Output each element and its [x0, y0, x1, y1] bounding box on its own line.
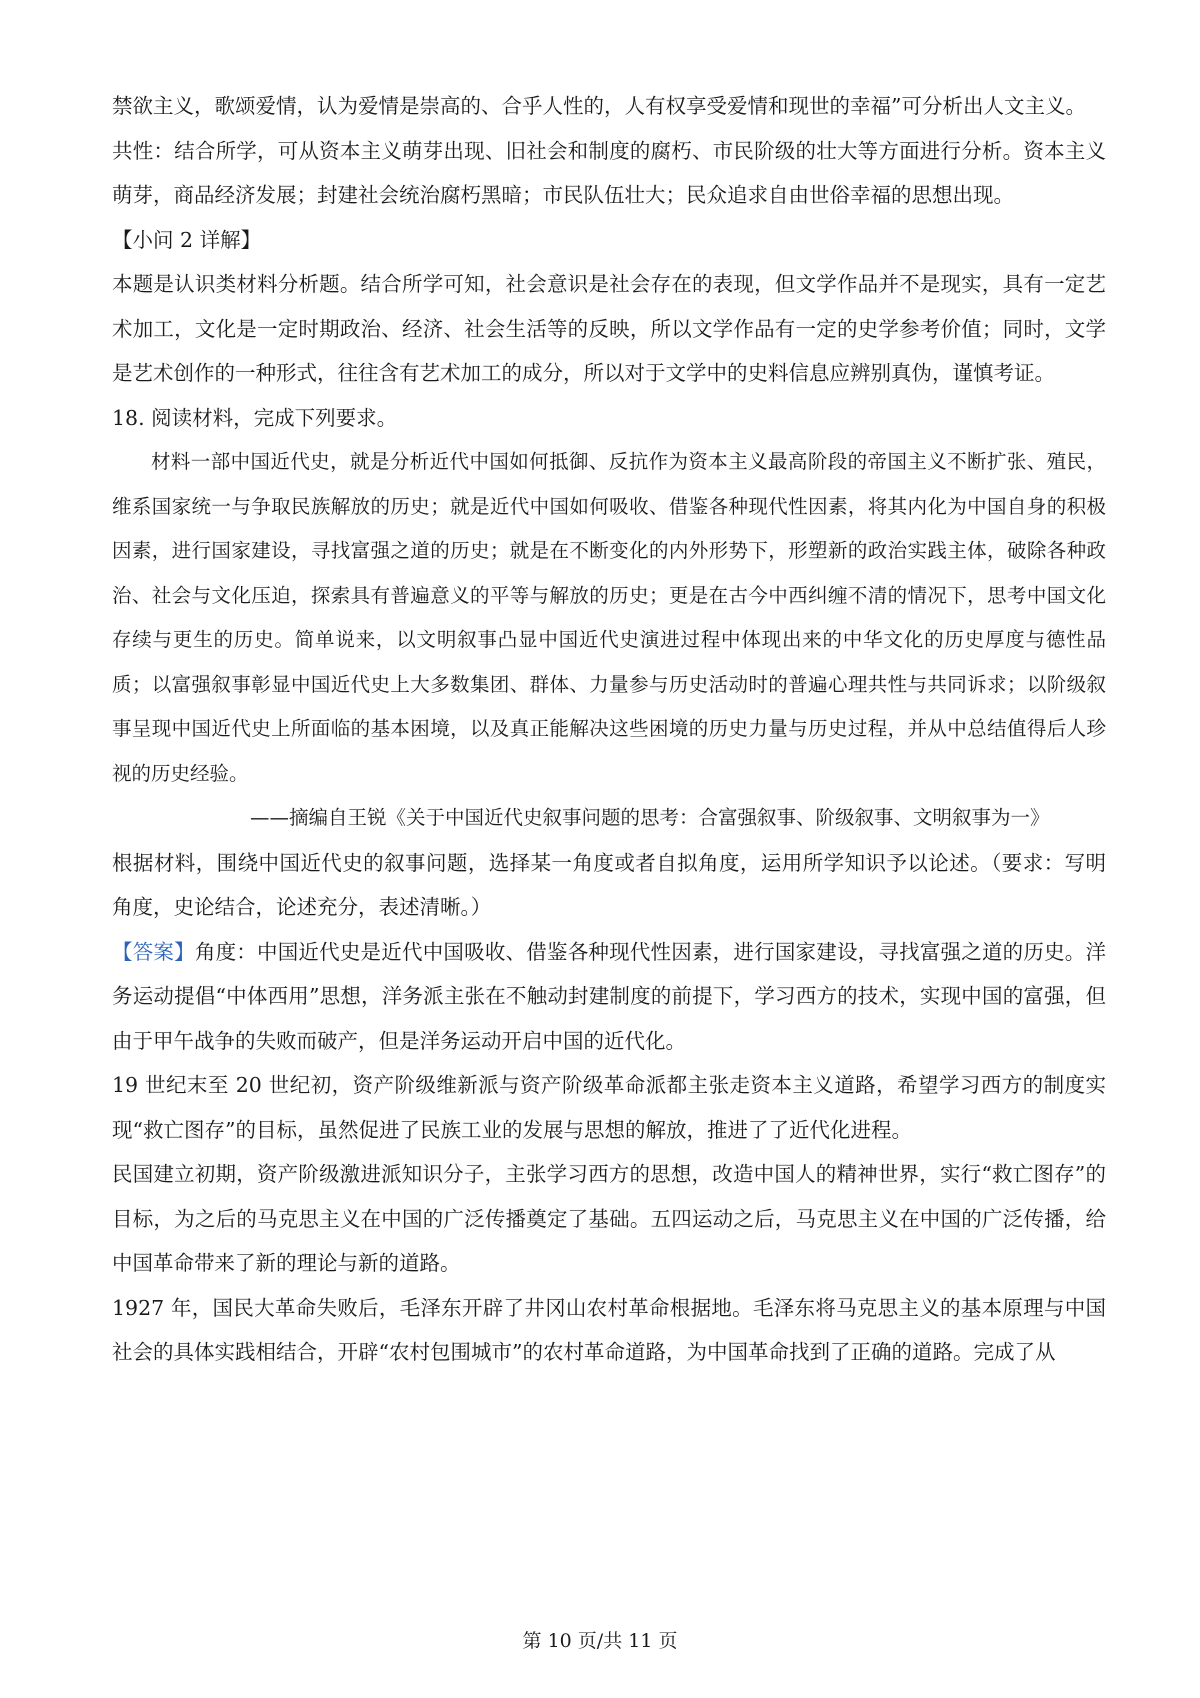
answer-paragraph-1 — [112, 930, 1106, 1064]
answer-paragraph-2: 19 世纪末至 20 世纪初，资产阶级维新派与资产阶级革命派都主张走资本主义道路，希望学习西方的制度实现“救亡图存”的目标，虽然促进了民族工业的发展与思想的解放，推进了了近代化进程。 — [112, 1073, 1106, 1142]
page-footer: 第 10 页/共 11 页 — [522, 1630, 678, 1652]
document-body — [112, 84, 1106, 1375]
answer-paragraph-4: 1927 年，国民大革命失败后，毛泽东开辟了井冈山农村革命根据地。毛泽东将马克思主义的基本原理与中国社会的具体实践相结合，开辟“农村包围城市”的农村革命道路，为中国革命找到了正确的道路。完成了从 — [112, 1295, 1106, 1364]
question-18-prompt: 18. 阅读材料，完成下列要求。 — [112, 405, 398, 430]
question-18-requirement: 根据材料，围绕中国近代史的叙事问题，选择某一角度或者自拟角度，运用所学知识予以论述。（要求：写明角度，史论结合，论述充分，表述清晰。） — [112, 850, 1106, 919]
material-source: ——摘编自王锐《关于中国近代史叙事问题的思考：合富强叙事、阶级叙事、文明叙事为一》 — [250, 806, 1050, 829]
paragraph-subquestion-2-explanation: 本题是认识类材料分析题。结合所学可知，社会意识是社会存在的表现，但文学作品并不是现实，具有一定艺术加工，文化是一定时期政治、经济、社会生活等的反映，所以文学作品有一定的史学参考价值；同时，文学是艺术创作的一种形式，往往含有艺术加工的成分，所以对于文学中的史料信息应辨别真伪，谨慎考证。 — [112, 272, 1106, 385]
answer-paragraph-3: 民国建立初期，资产阶级激进派知识分子，主张学习西方的思想，改造中国人的精神世界，实行“救亡图存”的目标，为之后的马克思主义在中国的广泛传播奠定了基础。五四运动之后，马克思主义在中国的广泛传播，给中国革命带来了新的理论与新的道路。 — [112, 1162, 1106, 1275]
answer-tag: 【答案】 — [112, 939, 195, 964]
material-passage: 材料一部中国近代史，就是分析近代中国如何抵御、反抗作为资本主义最高阶段的帝国主义不断扩张、殖民，维系国家统一与争取民族解放的历史；就是近代中国如何吸收、借鉴各种现代性因素，将其内化为中国自身的积极因素，进行国家建设，寻找富强之道的历史；就是在不断变化的内外形势下，形塑新的政治实践主体，破除各种政治、社会与文化压迫，探索具有普遍意义的平等与解放的历史；更是在古今中西纠缠不清的情况下，思考中国文化存续与更生的历史。简单说来，以文明叙事凸显中国近代史演进过程中体现出来的中华文化的历史厚度与德性品质；以富强叙事彰显中国近代史上大多数集团、群体、力量参与历史活动时的普遍心理共性与共同诉求；以阶级叙事呈现中国近代史上所面临的基本困境，以及真正能解决这些困境的历史力量与历史过程，并从中总结值得后人珍视的历史经验。 — [112, 450, 1106, 785]
paragraph-commonality: 共性：结合所学，可从资本主义萌芽出现、旧社会和制度的腐朽、市民阶级的壮大等方面进行分析。资本主义萌芽，商品经济发展；封建社会统治腐朽黑暗；市民队伍壮大；民众追求自由世俗幸福的思想出现。 — [112, 138, 1106, 207]
answer-text-1: 角度：中国近代史是近代中国吸收、借鉴各种现代性因素，进行国家建设，寻找富强之道的历史。洋务运动提倡“中体西用”思想，洋务派主张在不触动封建制度的前提下，学习西方的技术，实现中国的富强，但由于甲午战争的失败而破产，但是洋务运动开启中国的近代化。 — [112, 939, 1107, 1053]
paragraph-humanism-analysis: 禁欲主义，歌颂爱情，认为爱情是崇高的、合乎人性的，人有权享受爱情和现世的幸福”可分析出人文主义。 — [112, 94, 1086, 118]
subquestion-2-heading: 【小问 2 详解】 — [112, 227, 262, 252]
